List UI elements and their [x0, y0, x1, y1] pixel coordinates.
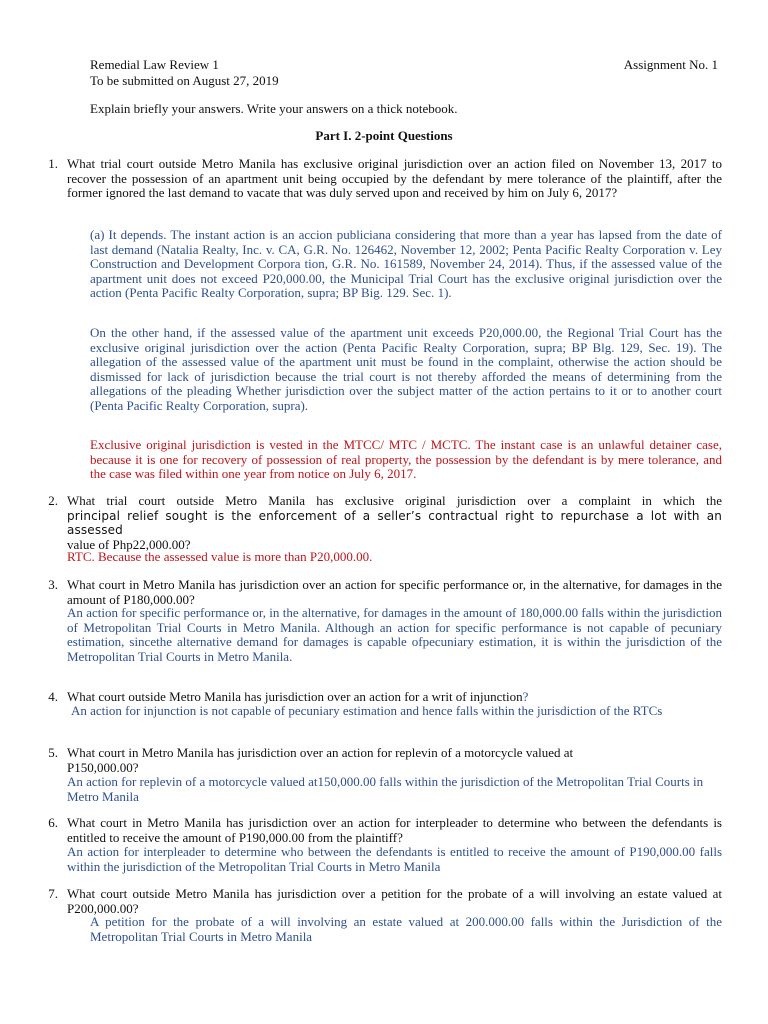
question-number: 6.: [48, 815, 58, 830]
question-line: P150,000.00?: [67, 759, 139, 775]
question-text: [67, 494, 722, 552]
question-number: 2.: [48, 493, 58, 508]
answer-text: A petition for the probate of a will involving an estate valued at 200.000.00 falls within the Jurisdiction of the Metropolitan Trial Courts in Metro Manila: [90, 914, 722, 944]
question-line: value of Php22,000.00?: [67, 536, 191, 552]
question-text: What court outside Metro Manila has jurisdiction over a petition for the probate of a will involving an estate valued at P200,000.00?: [67, 886, 722, 916]
course-title: Remedial Law Review 1: [90, 57, 219, 72]
submission-deadline: To be submitted on August 27, 2019: [90, 73, 279, 88]
question-line: principal relief sought is the enforcement of a seller’s contractual right to repurchase a lot with an assessed: [67, 508, 722, 538]
question-number: 5.: [48, 745, 58, 760]
question-number: 4.: [48, 689, 58, 704]
part-title: Part I. 2-point Questions: [315, 128, 453, 143]
assignment-number: Assignment No. 1: [623, 57, 718, 72]
answer-text: An action for injunction is not capable of pecuniary estimation and hence falls within the jurisdiction of the RTCs: [71, 703, 663, 718]
question-line: What court in Metro Manila has jurisdiction over an action for replevin of a motorcycle valued at: [67, 745, 574, 760]
header-left: [90, 57, 279, 89]
question-text: What trial court outside Metro Manila has exclusive original jurisdiction over an action filed on November 13, 2017 to recover the possession of an apartment unit being occupied by the defendant by mere tolerance of the plaintiff, after the former ignored the last demand to vacate that was duly served upon and received by him on July 6, 2017?: [67, 156, 722, 201]
question-text: What court in Metro Manila has jurisdiction over an action for interpleader to determine who between the defendants is entitled to receive the amount of P190,000.00 from the plaintiff?: [67, 815, 722, 845]
answer-text: RTC. Because the assessed value is more than P20,000.00.: [67, 549, 373, 564]
question-text: What court in Metro Manila has jurisdiction over an action for specific performance or, in the alternative, for damages in the amount of P180,000.00?: [67, 577, 722, 607]
instructions: Explain briefly your answers. Write your answers on a thick notebook.: [90, 101, 458, 116]
answer-text: On the other hand, if the assessed value of the apartment unit exceeds P20,000.00, the Regional Trial Court has the exclusive original jurisdiction over the action (Penta Pacific Realty Corporation, supra; BP Blg. 129, Sec. 19). The allegation of the assessed value of the apartment unit must be found in the complaint, otherwise the action should be dismissed for lack of jurisdiction because the trial court is not thereby afforded the means of determining from the allegations of the pleading Whether jurisdiction over the subject matter of the action pertains to it or to another court (Penta Pacific Realty Corporation, supra).: [90, 325, 722, 413]
answer-text: An action for replevin of a motorcycle valued at150,000.00 falls within the jurisdiction of the Metropolitan Trial Courts in Metro Manila: [67, 774, 704, 804]
question-mark: ?: [522, 689, 529, 704]
answer-text: Exclusive original jurisdiction is vested in the MTCC/ MTC / MCTC. The instant case is an unlawful detainer case, because it is one for recovery of possession of real property, the possession by the defendant is by mere tolerance, and the case was filed within one year from notice on July 6, 2017.: [90, 437, 722, 482]
question-text: [67, 746, 722, 775]
answer-text: (a) It depends. The instant action is an accion publiciana considering that more than a year has lapsed from the date of last demand (Natalia Realty, Inc. v. CA, G.R. No. 126462, November 12, 2002; Penta Pacific Realty Corporation v. Ley Construction and Development Corpora tion, G.R. No. 161589, November 24, 2014). Thus, if the assessed value of the apartment unit does not exceed P20,000.00, the Municipal Trial Court has the exclusive original jurisdiction over the action (Penta Pacific Realty Corporation, supra; BP Big. 129. Sec. 1).: [90, 227, 722, 301]
answer-text: An action for interpleader to determine who between the defendants is entitled to receive the amount of P190,000.00 falls within the jurisdiction of the Metropolitan Trial Courts in Metro Manila: [67, 844, 722, 874]
answer-text: An action for specific performance or, in the alternative, for damages in the amount of 180,000.00 falls within the jurisdiction of Metropolitan Trial Courts in Metro Manila. Although an action for specific performance is not capable of pecuniary estimation, sincethe alternative demand for damages is capable ofpecuniary estimation, it is within the jurisdiction of the Metropolitan Trial Courts in Metro Manila.: [67, 605, 722, 664]
question-number: 3.: [48, 577, 58, 592]
question-line: What court outside Metro Manila has jurisdiction over an action for a writ of injunction: [67, 689, 523, 704]
question-number: 1.: [48, 156, 58, 171]
question-line: What trial court outside Metro Manila has exclusive original jurisdiction over a complaint in which the: [67, 493, 722, 508]
question-number: 7.: [48, 886, 58, 901]
